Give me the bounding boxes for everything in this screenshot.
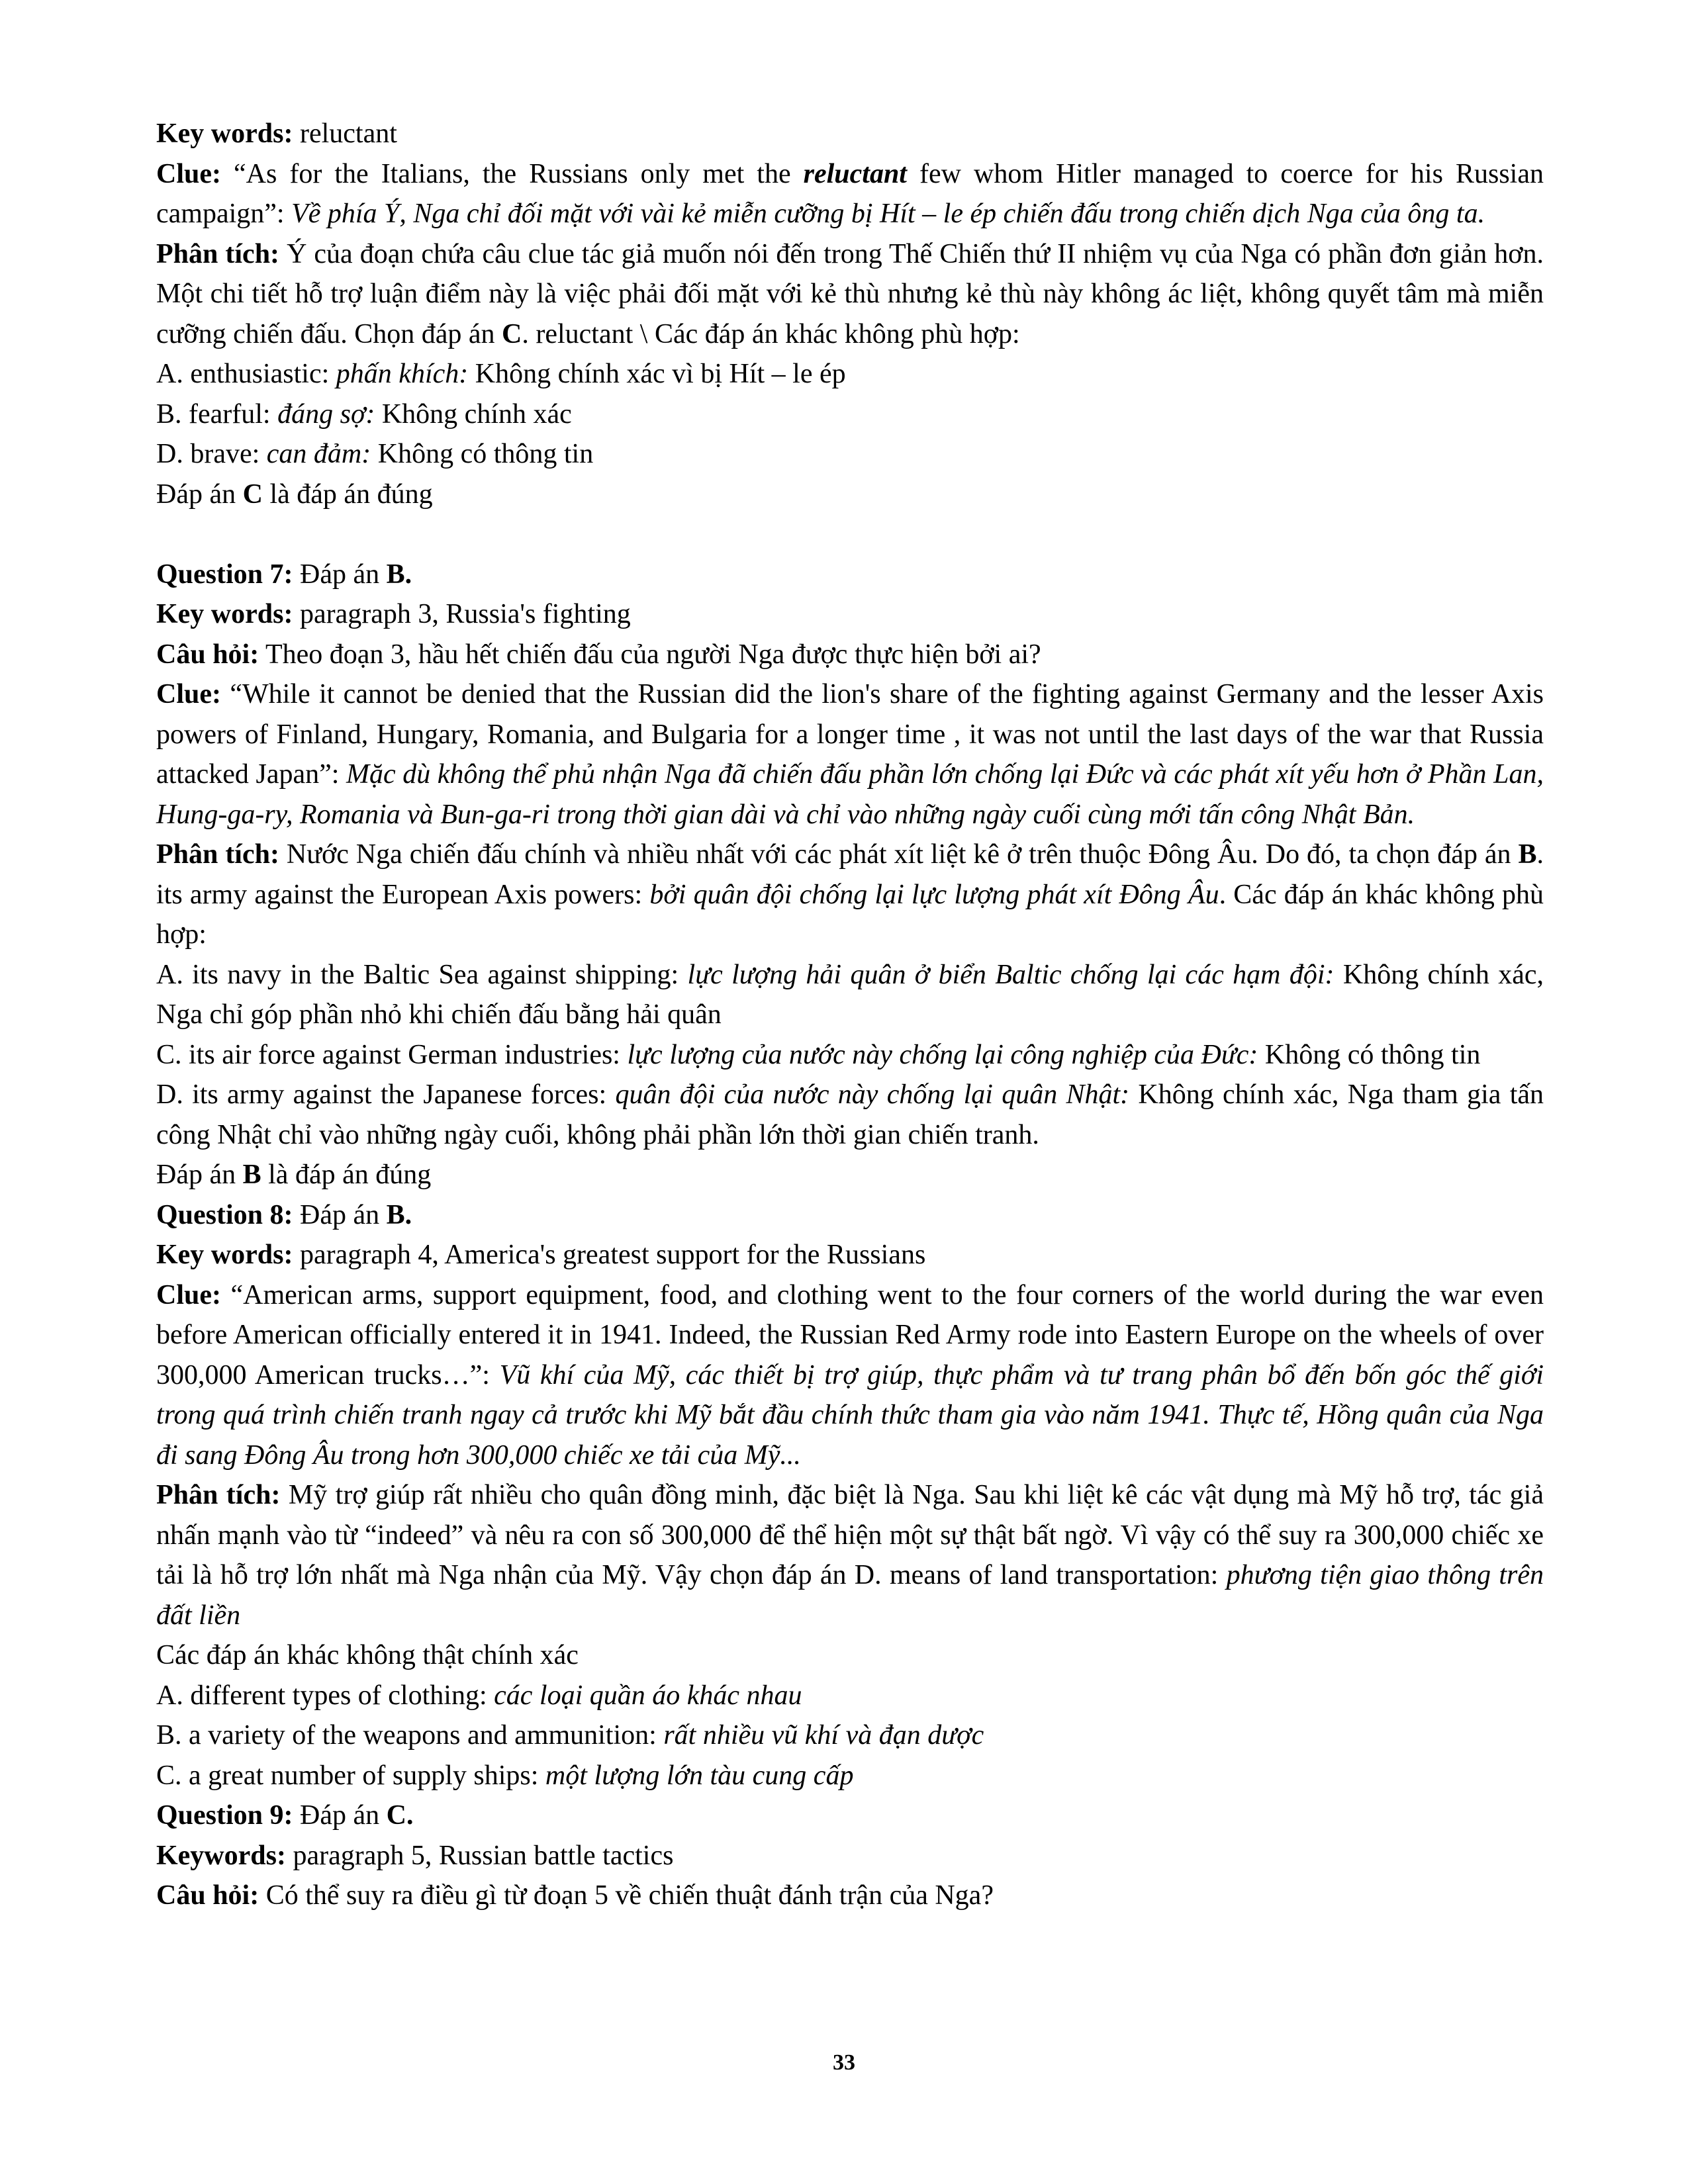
q9-question: Câu hỏi: Có thể suy ra điều gì từ đoạn 5 về chiến thuật đánh trận của Nga? [156,1880,994,1911]
q8-other-options-note: Các đáp án khác không thật chính xác [156,1640,579,1670]
q7-question: Câu hỏi: Theo đoạn 3, hầu hết chiến đấu của người Nga được thực hiện bởi ai? [156,639,1041,670]
q6-option-d: D. brave: can đảm: Không có thông tin [156,439,594,469]
q7-option-a: A. its navy in the Baltic Sea against shipping: lực lượng hải quân ở biển Baltic chống lại các hạm đội: Không chính xác, Nga chỉ góp phần nhỏ khi chiến đấu bằng hải quân [156,959,1544,1030]
q7-option-d: D. its army against the Japanese forces: quân đội của nước này chống lại quân Nhật: Không chính xác, Nga tham gia tấn công Nhật chỉ vào những ngày cuối, không phải phần lớn thời gian chiến tranh. [156,1079,1544,1150]
q8-clue: Clue: “American arms, support equipment, food, and clothing went to the four corners of the world during the war even before American officially entered it in 1941. Indeed, the Russian Red Army rode into Eastern Europe on the wheels of over 300,000 American trucks…”: Vũ khí của Mỹ, các thiết bị trợ giúp, thực phẩm và tư trang phân bổ đến bốn góc thế giới trong quá trình chiến tranh ngay cả trước khi Mỹ bắt đầu chính thức tham gia vào năm 1941. Thực tế, Hồng quân của Nga đi sang Đông Âu trong hơn 300,000 chiếc xe tải của Mỹ... [156,1279,1544,1471]
q6-answer: Đáp án C là đáp án đúng [156,478,433,510]
q7-title: Question 7: Đáp án B. [156,559,412,590]
q6-option-a: A. enthusiastic: phấn khích: Không chính xác vì bị Hít – le ép [156,359,846,389]
q7-analysis: Phân tích: Nước Nga chiến đấu chính và nhiều nhất với các phát xít liệt kê ở trên thuộc Đông Âu. Do đó, ta chọn đáp án B. its army against the European Axis powers: bởi quân đội chống lại lực lượng phát xít Đông Âu. Các đáp án khác không phù hợp: [156,839,1544,950]
q8-option-a: A. different types of clothing: các loại quần áo khác nhau [156,1680,802,1711]
q8-title: Question 8: Đáp án B. [156,1199,412,1230]
q8-analysis: Phân tích: Mỹ trợ giúp rất nhiều cho quân đồng minh, đặc biệt là Nga. Sau khi liệt kê các vật dụng mà Mỹ hỗ trợ, tác giả nhấn mạnh vào từ “indeed” và nêu ra con số 300,000 để thể hiện một sự thật bất ngờ. Vì vậy có thể suy ra 300,000 chiếc xe tải là hỗ trợ lớn nhất mà Nga nhận của Mỹ. Vậy chọn đáp án D. means of land transportation: phương tiện giao thông trên đất liền [156,1480,1544,1631]
page-number: 33 [833,2050,855,2075]
q9-keywords: Keywords: paragraph 5, Russian battle tactics [156,1840,674,1871]
q6-keywords: Key words: reluctant [156,118,397,149]
q9-title: Question 9: Đáp án C. [156,1800,414,1831]
q7-option-c: C. its air force against German industries: lực lượng của nước này chống lại công nghiệp của Đức: Không có thông tin [156,1039,1481,1070]
page-content [156,114,1544,1916]
spacer [156,514,1544,555]
q8-option-b: B. a variety of the weapons and ammunition: rất nhiều vũ khí và đạn dược [156,1720,984,1751]
q8-option-c: C. a great number of supply ships: một lượng lớn tàu cung cấp [156,1760,854,1791]
q7-clue: Clue: “While it cannot be denied that the Russian did the lion's share of the fighting against Germany and the lesser Axis powers of Finland, Hungary, Romania, and Bulgaria for a longer time , it was not until the last days of the war that Russia attacked Japan”: Mặc dù không thể phủ nhận Nga đã chiến đấu phần lớn chống lại Đức và các phát xít yếu hơn ở Phần Lan, Hung-ga-ry, Romania và Bun-ga-ri trong thời gian dài và chỉ vào những ngày cuối cùng mới tấn công Nhật Bản. [156,679,1544,830]
q7-keywords: Key words: paragraph 3, Russia's fighting [156,599,631,629]
q6-clue: Clue: “As for the Italians, the Russians only met the reluctant few whom Hitler managed to coerce for his Russian campaign”: Về phía Ý, Nga chỉ đối mặt với vài kẻ miễn cưỡng bị Hít – le ép chiến đấu trong chiến dịch Nga của ông ta. [156,158,1544,229]
q6-option-b: B. fearful: đáng sợ: Không chính xác [156,398,572,430]
q8-keywords: Key words: paragraph 4, America's greatest support for the Russians [156,1240,926,1270]
q6-analysis: Phân tích: Ý của đoạn chứa câu clue tác giả muốn nói đến trong Thế Chiến thứ II nhiệm vụ của Nga có phần đơn giản hơn. Một chi tiết hỗ trợ luận điểm này là việc phải đối mặt với kẻ thù nhưng kẻ thù này không ác liệt, không quyết tâm mà miễn cưỡng chiến đấu. Chọn đáp án C. reluctant \ Các đáp án khác không phù hợp: [156,238,1544,349]
q7-answer: Đáp án B là đáp án đúng [156,1160,432,1190]
